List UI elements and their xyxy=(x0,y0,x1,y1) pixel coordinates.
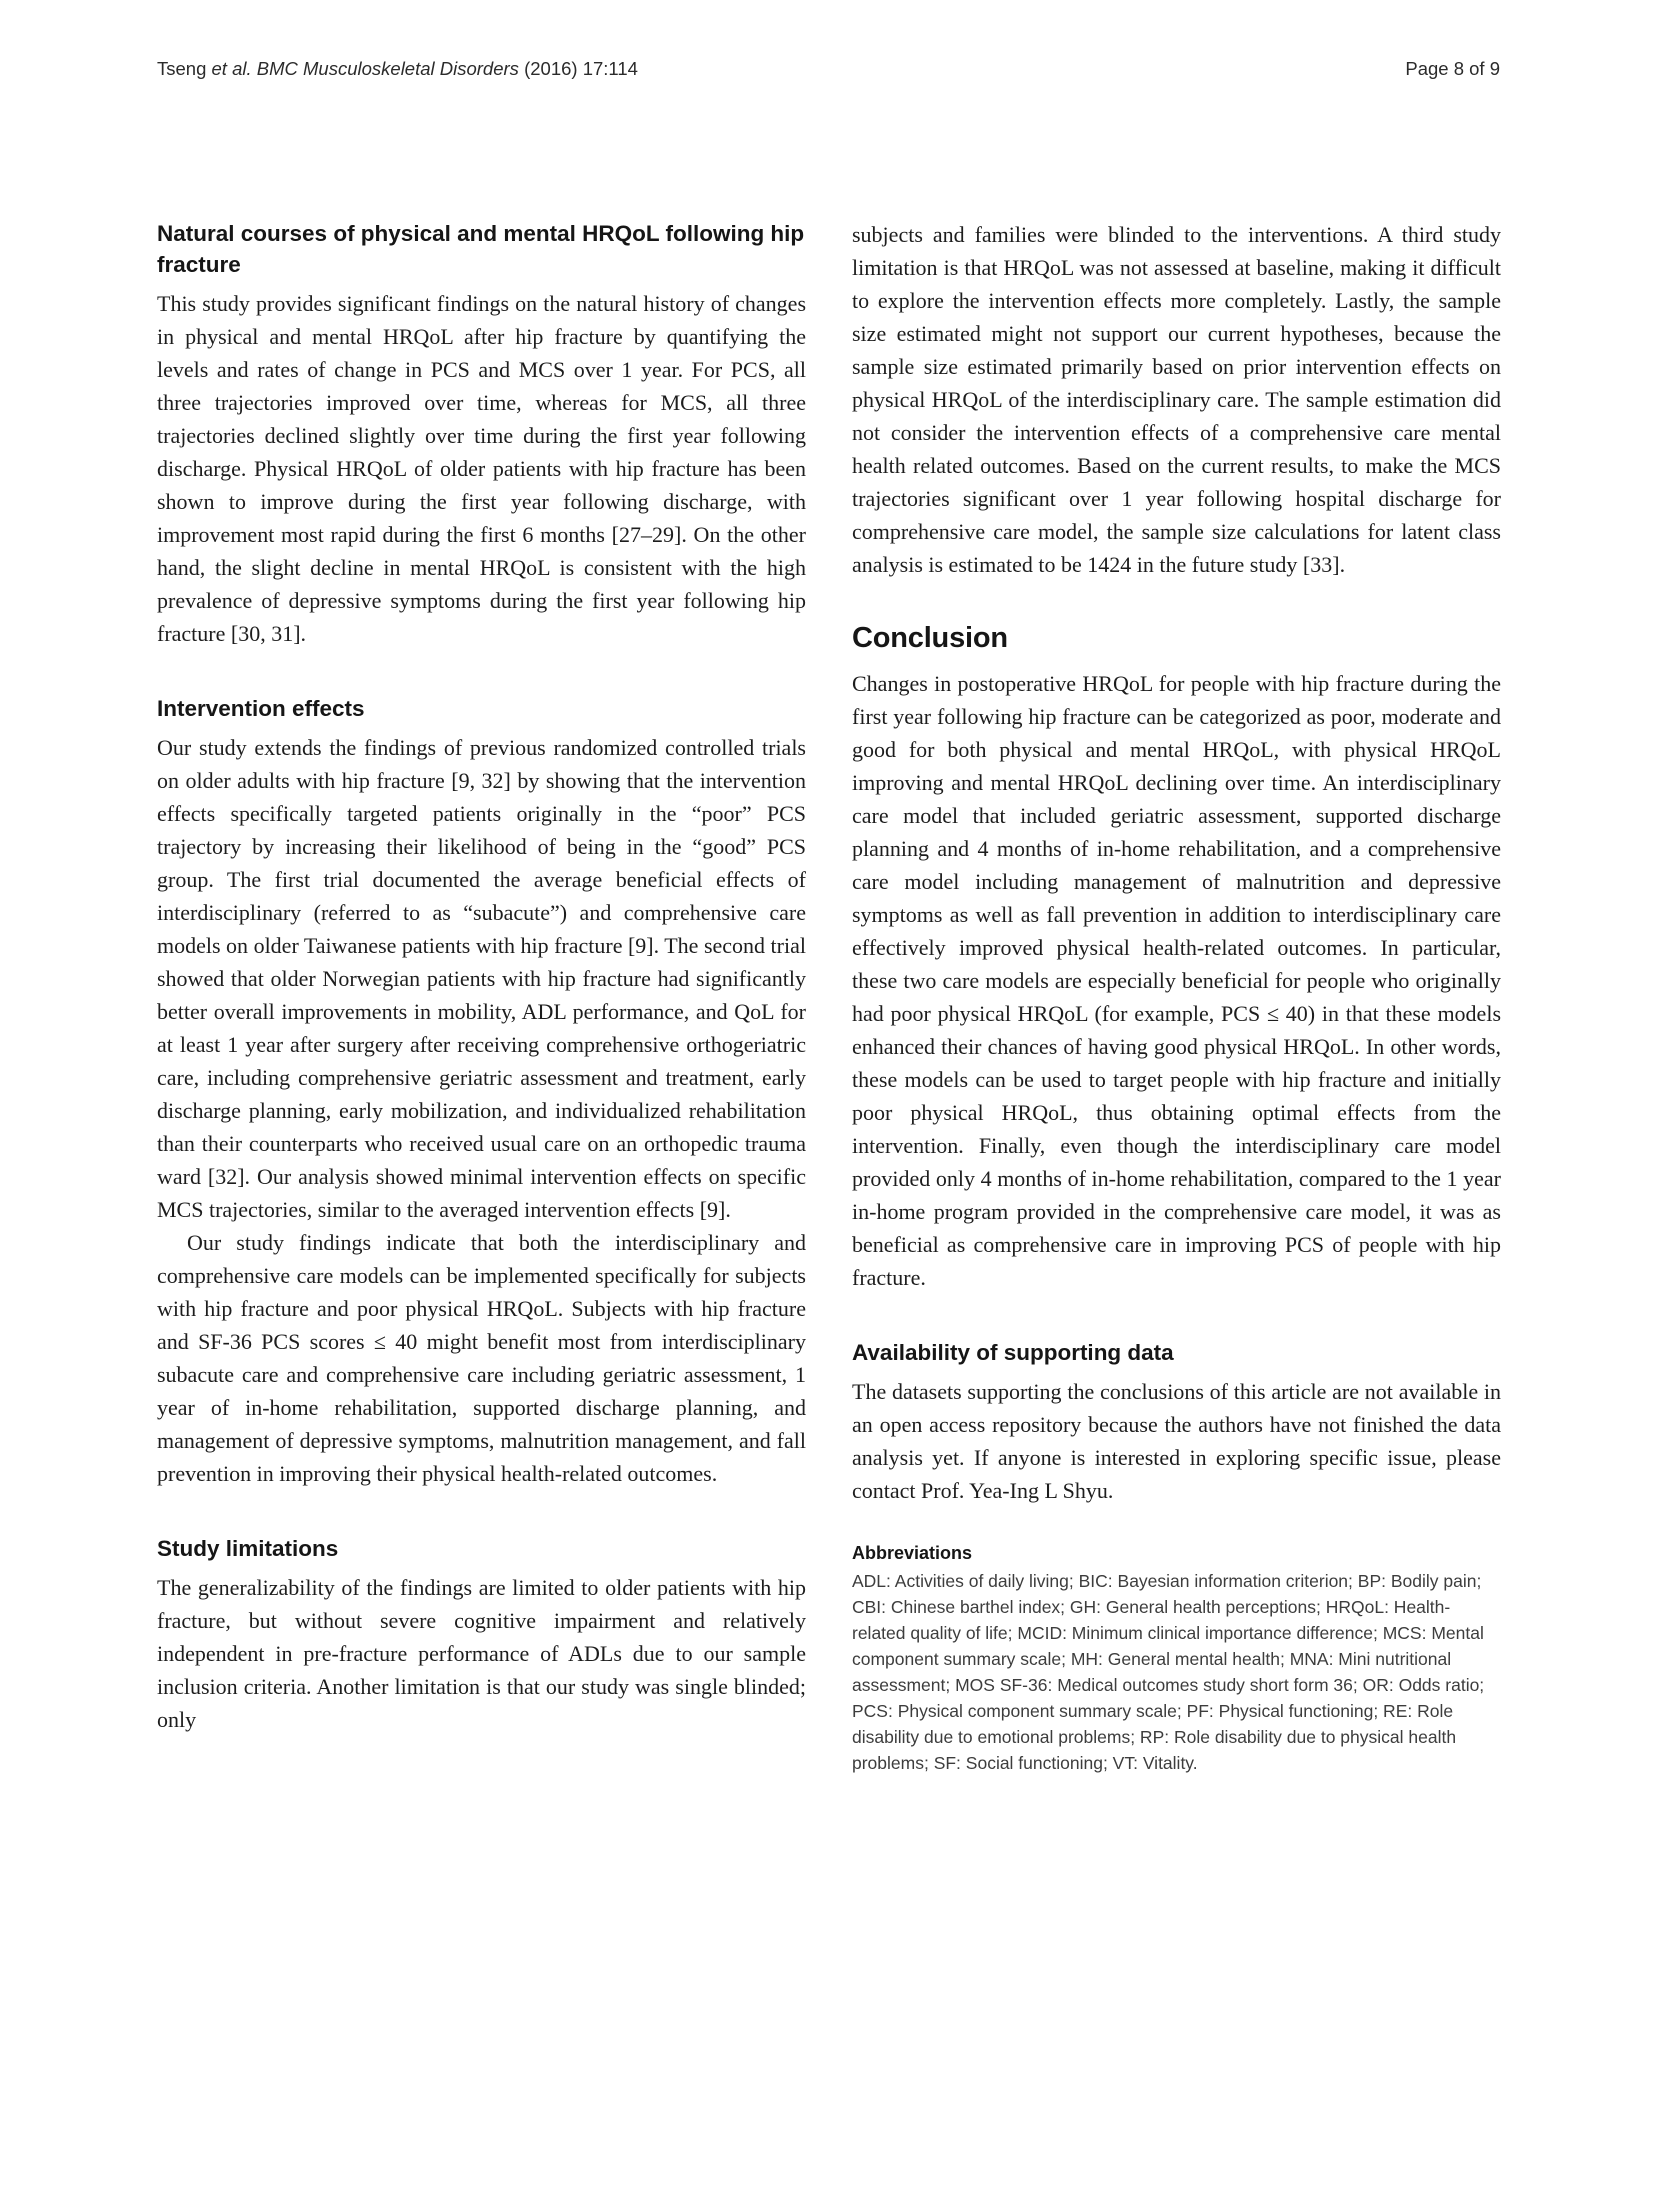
page-header xyxy=(157,58,1500,80)
two-column-layout xyxy=(157,218,1500,1776)
section-heading-natural-courses: Natural courses of physical and mental HRQoL following hip fracture xyxy=(157,221,805,277)
paragraph: The datasets supporting the conclusions of this article are not available in an open access repository because the authors have not finished the data analysis yet. If anyone is interested in exploring specific issue, please contact Prof. Yea-Ing L Shyu. xyxy=(852,1379,1501,1503)
section-heading-conclusion: Conclusion xyxy=(852,622,1008,654)
paragraph: The generalizability of the findings are limited to older patients with hip fracture, but without severe cognitive impairment and relatively independent in pre-fracture performance of ADLs due to our sample inclusion criteria. Another limitation is that our study was single blinded; only xyxy=(157,1575,806,1732)
section-heading-study-limitations: Study limitations xyxy=(157,1536,339,1561)
right-column xyxy=(852,218,1501,1776)
citation-journal: et al. BMC Musculoskeletal Disorders xyxy=(211,58,519,79)
abbreviations-heading: Abbreviations xyxy=(852,1543,973,1563)
paragraph: This study provides significant findings on the natural history of changes in physical and mental HRQoL after hip fracture by quantifying the levels and rates of change in PCS and MCS over 1 year. For PCS, all three trajectories improved over time, whereas for MCS, all three trajectories declined slightly over time during the first year following discharge. Physical HRQoL of older patients with hip fracture has been shown to improve during the first year following discharge, with improvement most rapid during the first 6 months [27–29]. On the other hand, the slight decline in mental HRQoL is consistent with the high prevalence of depressive symptoms during the first year following hip fracture [30, 31]. xyxy=(157,291,806,646)
section-heading-availability: Availability of supporting data xyxy=(852,1340,1174,1365)
section-heading-intervention-effects: Intervention effects xyxy=(157,696,365,721)
citation xyxy=(157,58,638,80)
paragraph: Our study extends the findings of previous randomized controlled trials on older adults with hip fracture [9, 32] by showing that the intervention effects specifically targeted patients originally in the “poor” PCS trajectory by increasing their likelihood of being in the “good” PCS group. The first trial documented the average beneficial effects of interdisciplinary (referred to as “subacute”) and comprehensive care models on older Taiwanese patients with hip fracture [9]. The second trial showed that older Norwegian patients with hip fracture had significantly better overall improvements in mobility, ADL performance, and QoL for at least 1 year after surgery after receiving comprehensive orthogeriatric care, including comprehensive geriatric assessment and treatment, early discharge planning, early mobilization, and individualized rehabilitation than their counterparts who received usual care on an orthopedic trauma ward [32]. Our analysis showed minimal intervention effects on specific MCS trajectories, similar to the averaged intervention effects [9]. xyxy=(157,735,806,1222)
citation-issue: (2016) 17:114 xyxy=(518,58,638,79)
abbreviations-text: ADL: Activities of daily living; BIC: Bayesian information criterion; BP: Bodily pain; CBI: Chinese barthel index; GH: General health perceptions; HRQoL: Health-related quality of life; MCID: Minimum clinical importance difference; MCS: Mental component summary scale; MH: General mental health; MNA: Mini nutritional assessment; MOS SF-36: Medical outcomes study short form 36; OR: Odds ratio; PCS: Physical component summary scale; PF: Physical functioning; RE: Role disability due to emotional problems; RP: Role disability due to physical health problems; SF: Social functioning; VT: Vitality. xyxy=(852,1571,1485,1773)
left-column xyxy=(157,218,806,1776)
paragraph-continuation: subjects and families were blinded to the interventions. A third study limitation is that HRQoL was not assessed at baseline, making it difficult to explore the intervention effects more completely. Lastly, the sample size estimated might not support our current hypotheses, because the sample size estimated primarily based on prior intervention effects on physical HRQoL of the interdisciplinary care. The sample estimation did not consider the intervention effects of a comprehensive care mental health related outcomes. Based on the current results, to make the MCS trajectories significant over 1 year following hospital discharge for comprehensive care model, the sample size calculations for latent class analysis is estimated to be 1424 in the future study [33]. xyxy=(852,222,1501,577)
paragraph: Changes in postoperative HRQoL for people with hip fracture during the first year following hip fracture can be categorized as poor, moderate and good for both physical and mental HRQoL, with physical HRQoL improving and mental HRQoL declining over time. An interdisciplinary care model that included geriatric assessment, supported discharge planning and 4 months of in-home rehabilitation, and a comprehensive care model including management of malnutrition and depressive symptoms as well as fall prevention in addition to interdisciplinary care effectively improved physical health-related outcomes. In particular, these two care models are especially beneficial for people who originally had poor physical HRQoL (for example, PCS ≤ 40) in that these models enhanced their chances of having good physical HRQoL. In other words, these models can be used to target people with hip fracture and initially poor physical HRQoL, thus obtaining optimal effects from the intervention. Finally, even though the interdisciplinary care model provided only 4 months of in-home rehabilitation, compared to the 1 year in-home program provided in the comprehensive care model, it was as beneficial as comprehensive care in improving PCS of people with hip fracture. xyxy=(852,671,1501,1290)
citation-author: Tseng xyxy=(157,58,212,79)
page-number: Page 8 of 9 xyxy=(1405,58,1500,79)
paragraph: Our study findings indicate that both the interdisciplinary and comprehensive care models can be implemented specifically for subjects with hip fracture and poor physical HRQoL. Subjects with hip fracture and SF-36 PCS scores ≤ 40 might benefit most from interdisciplinary subacute care and comprehensive care including geriatric assessment, 1 year of in-home rehabilitation, supported discharge planning, and management of depressive symptoms, malnutrition management, and fall prevention in improving their physical health-related outcomes. xyxy=(157,1230,806,1486)
